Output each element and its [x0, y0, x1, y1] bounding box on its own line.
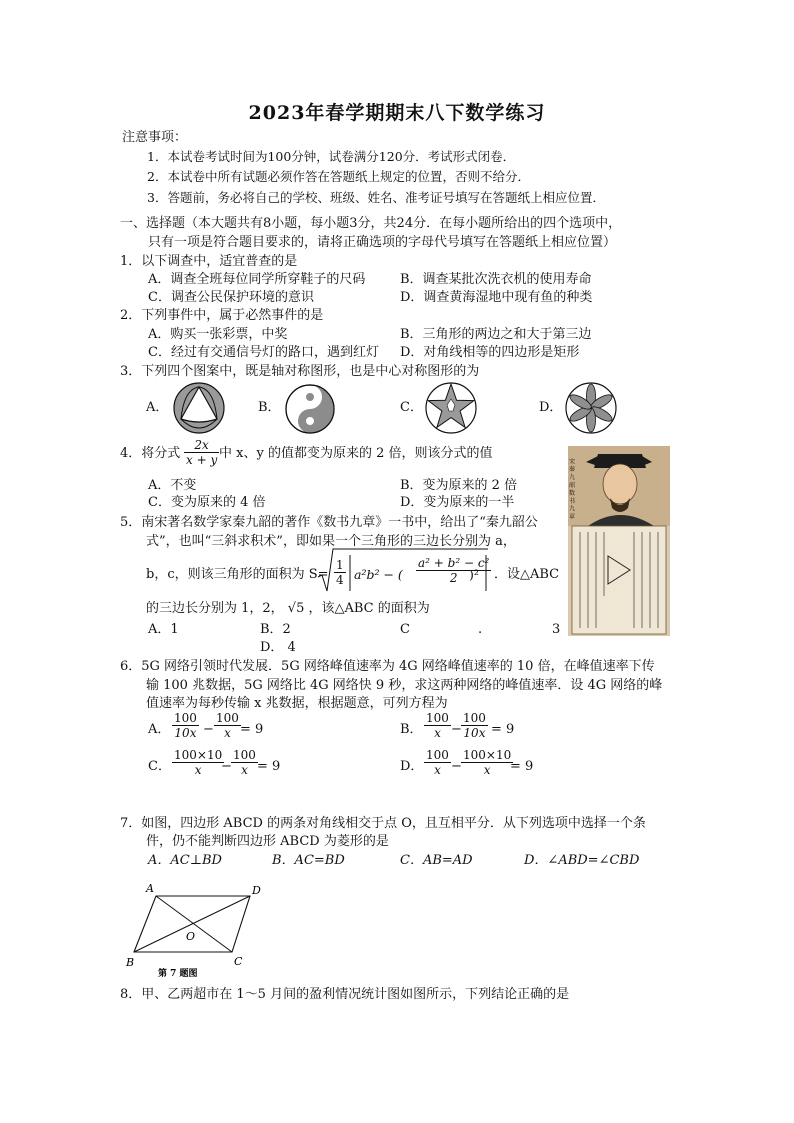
q6-c-fraction-1	[172, 748, 224, 777]
q6-d-fraction-2-den: x	[483, 763, 491, 777]
section-heading-line-1: 一、选择题（本大题共有8小题，每小题3分，共24分．在每小题所给出的四个选项中，	[120, 216, 622, 231]
q7-option-a: A．AC⊥BD	[148, 853, 222, 868]
q6-option-a-label: A．	[148, 722, 171, 737]
notice-heading: 注意事项：	[122, 130, 188, 145]
q4-option-a: A．不变	[148, 478, 197, 493]
q5-inner-fraction	[416, 556, 491, 585]
q4-stem-prefix: 4．将分式	[120, 446, 181, 461]
q4-stem-suffix: 中 x、y 的值都变为原来的 2 倍，则该分式的值	[219, 446, 493, 461]
q5-quarter-numerator: 1	[336, 558, 344, 572]
portrait-header-text: 宋 秦 九 韶 数 书 九 章	[568, 458, 575, 520]
q3-figure-a	[172, 381, 226, 435]
q3-label-a: A．	[146, 400, 169, 415]
q6-line-2: 输 100 兆数据，5G 网络比 4G 网络快 9 秒，求这两种网络的峰值速率．设 4G 网络的峰	[146, 678, 663, 693]
q6-d-fraction-1-den: x	[434, 763, 441, 777]
q6-d-fraction-2-num: 100×10	[463, 748, 512, 762]
q4-fraction	[184, 438, 219, 467]
q4-fraction-denominator: x + y	[186, 453, 218, 467]
section-heading-line-2: 只有一项是符合题目要求的，请将正确选项的字母代号填写在答题纸上相应位置）	[148, 235, 617, 250]
notice-item-2: 2．本试卷中所有试题必须作答在答题纸上规定的位置，否则不给分．	[147, 169, 530, 184]
q6-c-fraction-2-den: x	[241, 763, 248, 777]
q7-vertex-d: D	[252, 884, 261, 897]
q6-b-fraction-2-den: 10x	[463, 726, 486, 740]
q6-a-minus: −	[203, 722, 214, 737]
q6-a-equals: = 9	[240, 722, 264, 737]
q3-stem: 3．下列四个图案中，既是轴对称图形，也是中心对称图形的为	[120, 364, 480, 379]
q6-b-fraction-2-num: 100	[463, 711, 486, 725]
q2-option-b: B．三角形的两边之和大于第三边	[400, 327, 592, 342]
q7-line-1: 7．如图，四边形 ABCD 的两条对角线相交于点 O，且互相平分．从下列选项中选择一个条	[120, 816, 646, 831]
q5-formula-close: )²	[469, 567, 479, 582]
q6-c-fraction-2	[231, 748, 258, 777]
q2-option-c: C．经过有交通信号灯的路口，遇到红灯	[148, 345, 379, 360]
q7-vertex-a: A	[146, 882, 154, 895]
q6-a-fraction-2-den: x	[224, 726, 231, 740]
notice-item-3: 3．答题前，务必将自己的学校、班级、姓名、准考证号填写在答题纸上相应位置．	[147, 190, 605, 205]
q7-line-2: 件，仍不能判断四边形 ABCD 为菱形的是	[146, 834, 389, 849]
q6-b-fraction-2	[461, 711, 488, 740]
q5-line-2: 式”，也叫“三斜求积术”，即如果一个三角形的三边长分别为 a，	[146, 534, 516, 549]
q5-line-4: 的三边长分别为 1，2， √5 ，该△ABC 的面积为	[146, 601, 430, 616]
q7-center-o: O	[186, 930, 196, 943]
q3-figure-b	[284, 383, 336, 435]
q1-option-b: B．调查某批次洗衣机的使用寿命	[400, 272, 592, 287]
q5-quarter-denominator: 4	[336, 573, 344, 587]
q1-stem: 1．以下调查中，适宜普查的是	[120, 254, 298, 269]
q1-option-d: D．调查黄海湿地中现有鱼的种类	[400, 290, 593, 305]
q5-line-1: 5．南宋著名数学家秦九韶的著作《数书九章》一书中，给出了“秦九韶公	[120, 515, 538, 530]
q8-stem: 8．甲、乙两超市在 1～5 月间的盈利情况统计图如图所示，下列结论正确的是	[120, 987, 570, 1002]
q6-d-fraction-1	[424, 748, 451, 777]
q4-option-d: D．变为原来的一半	[400, 495, 515, 510]
q4-fraction-numerator: 2x	[184, 438, 219, 453]
q5-quarter-fraction	[334, 558, 346, 587]
q2-option-a: A．购买一张彩票，中奖	[148, 327, 288, 342]
q6-a-fraction-2	[214, 711, 241, 740]
q5-line-3-prefix: b，c，则该三角形的面积为 S=	[146, 567, 329, 582]
q3-figure-d	[564, 381, 618, 435]
q7-option-d: D．∠ABD=∠CBD	[524, 853, 640, 868]
q6-c-minus: −	[221, 759, 232, 774]
q2-option-d: D．对角线相等的四边形是矩形	[400, 345, 580, 360]
q7-option-c: C．AB=AD	[400, 853, 473, 868]
q7-figure-caption: 第 7 题图	[158, 969, 198, 978]
q6-d-fraction-2	[461, 748, 513, 777]
q6-b-minus: −	[451, 722, 462, 737]
q6-c-equals: = 9	[257, 759, 281, 774]
q7-vertex-b: B	[126, 956, 135, 969]
q6-c-fraction-1-den: x	[194, 763, 202, 777]
q5-option-b: B．2	[260, 622, 291, 637]
q1-option-c: C．调查公民保护环境的意识	[148, 290, 314, 305]
q4-option-c: C．变为原来的 4 倍	[148, 495, 266, 510]
q3-figure-c	[424, 381, 478, 435]
q2-stem: 2．下列事件中，属于必然事件的是	[120, 308, 324, 323]
q3-label-c: C．	[400, 400, 423, 415]
q5-inner-numerator: a² + b² − c²	[418, 556, 490, 570]
q6-a-fraction-1	[172, 711, 199, 740]
q1-option-a: A．调查全班每位同学所穿鞋子的尺码	[148, 272, 366, 287]
q6-option-c-label: C．	[148, 759, 171, 774]
q5-option-d: D． 4	[260, 640, 296, 655]
q6-b-fraction-1	[424, 711, 451, 740]
q5-option-c-dot: .	[478, 622, 483, 637]
q6-b-fraction-1-den: x	[434, 726, 441, 740]
q6-b-equals: = 9	[491, 722, 515, 737]
q3-label-d: D．	[539, 400, 563, 415]
q6-line-3: 值速率为每秒传输 x 兆数据，根据题意，可列方程为	[146, 696, 448, 711]
q6-a-fraction-1-den: 10x	[174, 726, 197, 740]
q3-label-b: B．	[258, 400, 281, 415]
q6-option-d-label: D．	[400, 759, 424, 774]
q5-inner-denominator: 2	[449, 571, 458, 585]
q6-option-b-label: B．	[400, 722, 423, 737]
q5-option-c-value: 3	[552, 622, 561, 637]
q6-a-fraction-1-num: 100	[174, 711, 197, 725]
q4-option-b: B．变为原来的 2 倍	[400, 478, 518, 493]
q7-option-b: B．AC=BD	[272, 853, 345, 868]
q5-option-a: A．1	[148, 622, 179, 637]
q6-c-fraction-1-num: 100×10	[174, 748, 223, 762]
notice-item-1: 1．本试卷考试时间为100分钟，试卷满分120分．考试形式闭卷．	[147, 149, 516, 164]
q5-option-c: C	[400, 622, 410, 637]
q5-formula-part-1: a²b² − (	[354, 567, 403, 582]
page-title: 2023年春学期期末八下数学练习	[248, 102, 546, 124]
q5-line-3-suffix: ．设△ABC	[494, 567, 560, 582]
qin-jiushao-portrait-image	[568, 446, 670, 636]
q7-vertex-c: C	[234, 955, 243, 968]
q6-d-minus: −	[451, 759, 462, 774]
q6-d-equals: = 9	[510, 759, 534, 774]
q6-d-fraction-1-num: 100	[426, 748, 449, 762]
q7-parallelogram-figure	[120, 878, 270, 978]
q6-c-fraction-2-num: 100	[233, 748, 256, 762]
q6-b-fraction-1-num: 100	[426, 711, 449, 725]
q6-a-fraction-2-num: 100	[216, 711, 239, 725]
q6-line-1: 6．5G 网络引领时代发展．5G 网络峰值速率为 4G 网络峰值速率的 10 倍，在峰值速率下传	[120, 659, 655, 674]
